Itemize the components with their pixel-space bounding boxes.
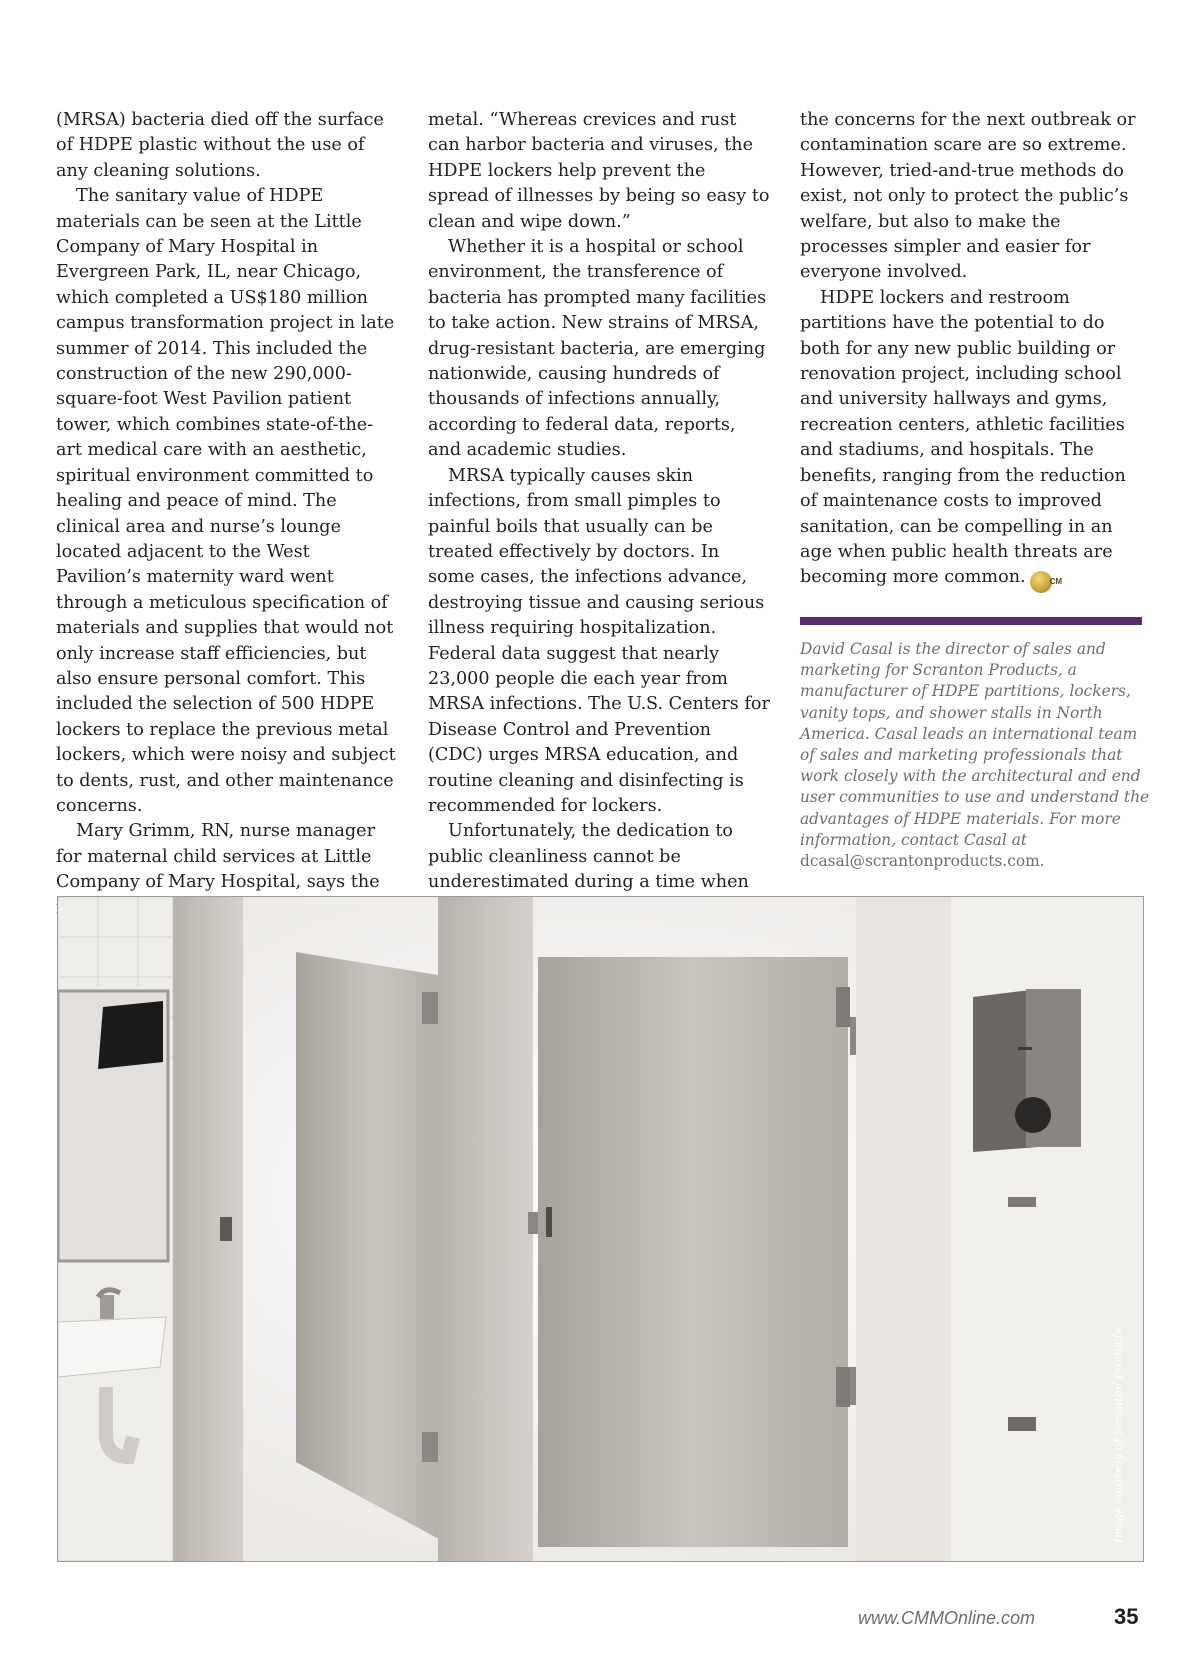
bio-text: David Casal is the director of sales and marketing for Scranton Products, a manufacturer of HDPE partitions, lockers, vanity tops, and shower stalls in North America. Casal leads an international team of sales and marketing professionals that work closely with the architectural and end user communities to use and understand the advantages of HDPE materials. For more information, contact Casal at — [800, 640, 1150, 849]
paper-towel-dispenser — [973, 989, 1081, 1152]
pilaster — [438, 897, 533, 1561]
restroom-partitions-photo — [57, 896, 1144, 1562]
paragraph: (MRSA) bacteria died off the surface of HDPE plastic without the use of any cleaning solutions. — [56, 110, 384, 181]
paragraph: Unfortunately, the dedication to public cleanliness cannot be underestimated during a time when — [428, 821, 749, 893]
page-number: 35 — [1114, 1604, 1139, 1629]
paragraph: Whether it is a hospital or school environment, the transference of bacteria has prompted many facilities to take action. New strains of MRSA, drug-resistant bacteria, are emerging nationwide, causing hundreds of thousands of infections annually, according to federal data, reports, and academic studies. — [428, 237, 767, 461]
author-bio — [800, 639, 1150, 872]
paragraph: Mary Grimm, RN, nurse manager for maternal child services at Little Company of Mary Hospital, says the — [56, 821, 380, 893]
photo-credit: Image courtesy of Scranton Products — [1112, 1328, 1125, 1543]
bio-email: dcasal@scrantonproducts.com. — [800, 852, 1045, 871]
article-column-3 — [800, 108, 1140, 593]
pilaster — [856, 897, 951, 1561]
sink — [58, 1317, 166, 1377]
restroom-illustration — [58, 897, 1143, 1561]
paragraph — [800, 286, 1140, 593]
pilaster — [173, 897, 243, 1561]
article-column-1 — [56, 108, 398, 921]
paragraph: metal. “Whereas crevices and rust can harbor bacteria and viruses, the HDPE lockers help prevent the spread of illnesses by being so easy to clean and wipe down.” — [428, 110, 770, 232]
bio-divider — [800, 617, 1142, 625]
article-column-2 — [428, 108, 770, 896]
end-mark-icon: CM — [1030, 571, 1052, 593]
stall-door — [538, 957, 848, 1547]
paragraph: The sanitary value of HDPE materials can be seen at the Little Company of Mary Hospital in Evergreen Park, IL, near Chicago, which completed a US$180 million campus transformation project in late summer of 2014. This included the construction of the new 290,000-square-foot West Pavilion patient tower, which combines state-of-the-art medical care with an aesthetic, spiritual environment committed to healing and peace of mind. The clinical area and nurse’s lounge located adjacent to the West Pavilion’s maternity ward went through a meticulous specification of materials and supplies that would not only increase staff efficiencies, but also ensure personal comfort. This included the selection of 500 HDPE lockers to replace the previous metal lockers, which were noisy and subject to dents, rust, and other maintenance concerns. — [56, 186, 396, 816]
footer-url[interactable]: www.CMMOnline.com — [858, 1608, 1036, 1628]
paragraph-text: HDPE lockers and restroom partitions have the potential to do both for any new public building or renovation project, including school and university hallways and gyms, recreation centers, athletic facilities and stadiums, and hospitals. The benefits, ranging from the reduction of maintenance costs to improved sanitation, can be compelling in an age when public health threats are becoming more common. — [800, 287, 1126, 588]
paragraph: MRSA typically causes skin infections, from small pimples to painful boils that usually can be treated effectively by doctors. In some cases, the infections advance, destroying tissue and causing serious illness requiring hospitalization. Federal data suggest that nearly 23,000 people die each year from MRSA infections. The U.S. Centers for Disease Control and Prevention (CDC) urges MRSA education, and routine cleaning and disinfecting is recommended for lockers. — [428, 465, 770, 816]
paragraph: the concerns for the next outbreak or contamination scare are so extreme. However, tried-and-true methods do exist, not only to protect the public’s welfare, but also to make the processes simpler and easier for everyone involved. — [800, 110, 1136, 283]
